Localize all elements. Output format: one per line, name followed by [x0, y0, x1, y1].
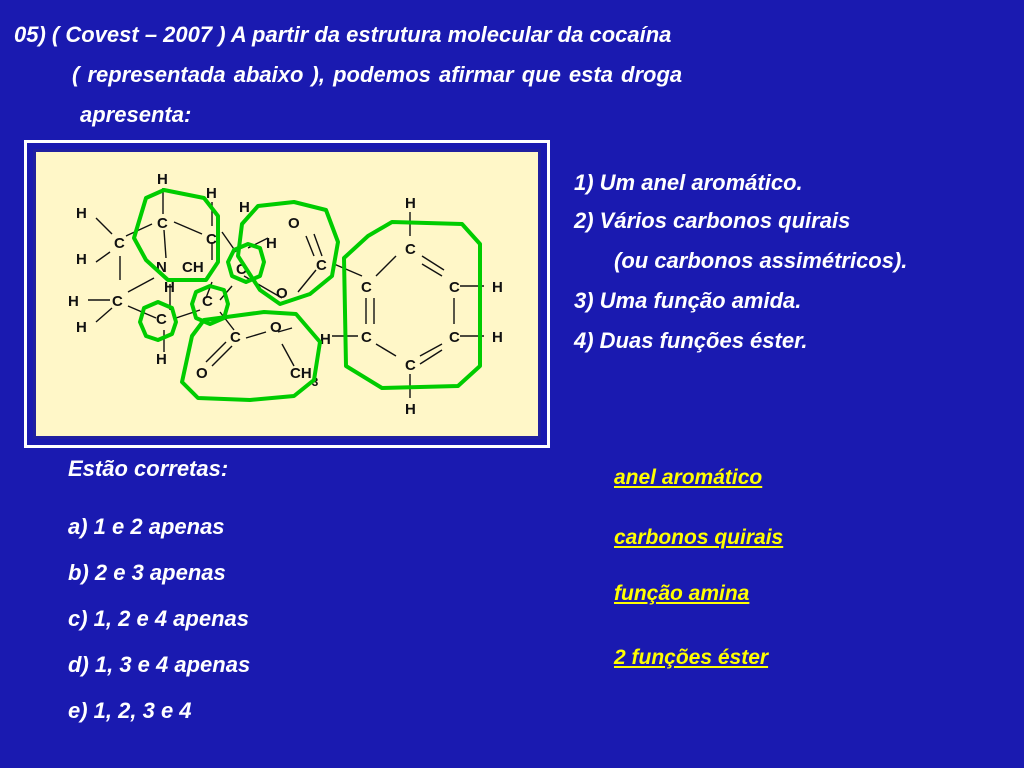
statement-2: 2) Vários carbonos quirais	[574, 208, 851, 233]
atom-c: C	[405, 357, 416, 374]
atom-o: O	[270, 319, 282, 336]
atom-ch: CH	[182, 259, 204, 276]
option-a[interactable]: a) 1 e 2 apenas	[68, 514, 225, 539]
cocaine-structure	[36, 152, 538, 436]
atom-ch3: $CH_3$	[290, 365, 319, 389]
atom-h: H	[239, 199, 250, 216]
question-line-3: apresenta:	[80, 102, 192, 127]
statement-1: 1) Um anel aromático.	[574, 170, 803, 195]
atom-h: H	[76, 251, 87, 268]
atom-h: H	[405, 195, 416, 212]
atom-n: N	[156, 259, 167, 276]
atom-h: H	[68, 293, 79, 310]
atom-c: C	[112, 293, 123, 310]
annotation-chiral-carbons[interactable]: carbonos quirais	[614, 526, 784, 549]
annotation-amine-function[interactable]: função amina	[614, 582, 750, 605]
option-c[interactable]: c) 1, 2 e 4 apenas	[68, 606, 249, 631]
statement-4: 4) Duas funções éster.	[574, 328, 808, 353]
statement-2-note: (ou carbonos assimétricos).	[614, 248, 908, 273]
answer-prompt: Estão corretas:	[68, 456, 229, 481]
atom-h: H	[320, 331, 331, 348]
atom-c: C	[316, 257, 327, 274]
atom-c: C	[449, 279, 460, 296]
atom-h: H	[206, 185, 217, 202]
atom-c: C	[114, 235, 125, 252]
atom-o: O	[288, 215, 300, 232]
molecule-figure-panel	[33, 149, 541, 439]
atom-c: C	[202, 293, 213, 310]
atom-h: H	[405, 401, 416, 418]
atom-h: H	[76, 205, 87, 222]
atom-c: C	[405, 241, 416, 258]
molecule-figure	[24, 140, 550, 448]
atom-c: C	[361, 279, 372, 296]
atom-c: C	[206, 231, 217, 248]
atom-h: H	[266, 235, 277, 252]
atom-h: H	[156, 351, 167, 368]
atom-c: C	[361, 329, 372, 346]
annotation-two-esters[interactable]: 2 funções éster	[614, 646, 769, 669]
annotation-aromatic-ring[interactable]: anel aromático	[614, 466, 763, 489]
atom-h: H	[76, 319, 87, 336]
atom-h: H	[492, 329, 503, 346]
option-d[interactable]: d) 1, 3 e 4 apenas	[68, 652, 251, 677]
atom-c: C	[156, 311, 167, 328]
statement-3: 3) Uma função amida.	[574, 288, 802, 313]
option-e[interactable]: e) 1, 2, 3 e 4	[68, 698, 192, 723]
atom-o: O	[196, 365, 208, 382]
question-line-1: 05) ( Covest – 2007 ) A partir da estrutura molecular da cocaína	[14, 22, 672, 47]
atom-c: C	[157, 215, 168, 232]
atom-c: C	[230, 329, 241, 346]
option-b[interactable]: b) 2 e 3 apenas	[68, 560, 226, 585]
atom-h: H	[492, 279, 503, 296]
question-line-2: ( representada abaixo ), podemos afirmar que esta droga	[72, 62, 683, 87]
atoms	[68, 171, 503, 418]
atom-c: C	[236, 261, 247, 278]
atom-c: C	[449, 329, 460, 346]
atom-h: H	[157, 171, 168, 188]
atom-h: H	[164, 279, 175, 296]
ester-ring	[182, 312, 320, 400]
atom-o: O	[276, 285, 288, 302]
